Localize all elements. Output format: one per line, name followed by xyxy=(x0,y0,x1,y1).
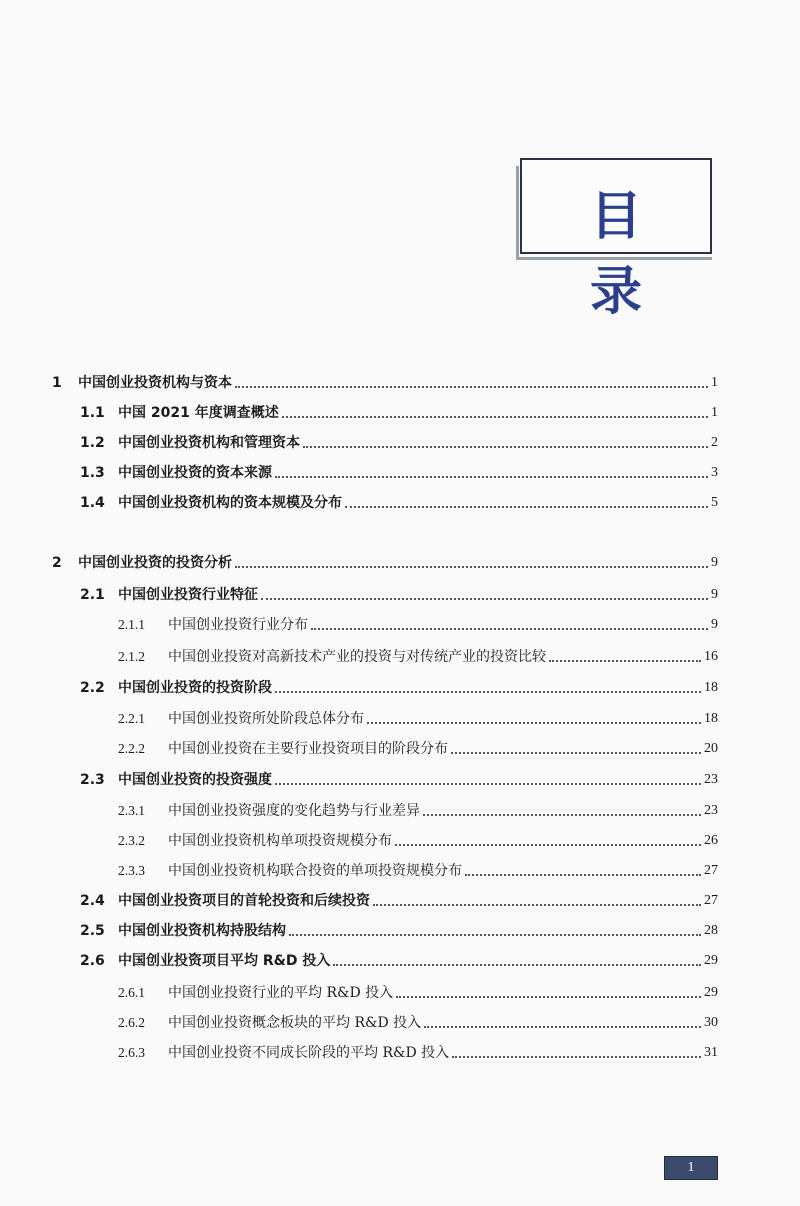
toc-entry[interactable] xyxy=(118,704,718,728)
toc-entry-number: 2.5 xyxy=(80,923,105,939)
toc-entry[interactable] xyxy=(118,642,718,666)
toc-entry[interactable] xyxy=(118,826,718,850)
toc-entry-number: 1.3 xyxy=(80,465,105,481)
toc-entry-number: 2.6.2 xyxy=(118,1015,145,1030)
toc-entry-number: 2.2.1 xyxy=(118,711,145,726)
toc-entry-number: 2.6 xyxy=(80,953,105,969)
toc-entry[interactable] xyxy=(80,946,718,970)
toc-entry-number: 2.3.3 xyxy=(118,863,145,878)
toc-entry-number: 2.3.2 xyxy=(118,833,145,848)
toc-entry-title: 中国创业投资的投资分析 xyxy=(78,555,232,571)
toc-entry[interactable] xyxy=(118,856,718,880)
toc-leader-dots xyxy=(373,894,701,906)
toc-entry-title: 中国创业投资的投资强度 xyxy=(118,772,272,788)
toc-leader-dots xyxy=(451,742,701,754)
toc-entry-title: 中国创业投资机构和管理资本 xyxy=(118,435,300,451)
toc-entry-page: 1 xyxy=(711,405,718,420)
toc-leader-dots xyxy=(465,864,701,876)
toc-leader-dots xyxy=(345,496,708,508)
toc-entry-page: 3 xyxy=(711,465,718,480)
toc-entry-number: 1.2 xyxy=(80,435,105,451)
toc-entry-number: 2.3.1 xyxy=(118,803,145,818)
toc-leader-dots xyxy=(235,376,708,388)
toc-entry-title: 中国创业投资行业分布 xyxy=(168,617,308,633)
toc-entry-title: 中国创业投资在主要行业投资项目的阶段分布 xyxy=(168,741,448,757)
toc-entry[interactable] xyxy=(118,1008,718,1032)
toc-entry-title: 中国创业投资的投资阶段 xyxy=(118,680,272,696)
toc-leader-dots xyxy=(395,834,701,846)
toc-entry-page: 20 xyxy=(704,741,718,756)
toc-entry-title: 中国创业投资机构联合投资的单项投资规模分布 xyxy=(168,863,462,879)
toc-entry-number: 2.2 xyxy=(80,680,105,696)
toc-title-box xyxy=(520,158,712,322)
toc-entry-title: 中国创业投资项目的首轮投资和后续投资 xyxy=(118,893,370,909)
toc-entry-page: 9 xyxy=(711,555,718,570)
toc-leader-dots xyxy=(235,556,708,568)
toc-entry[interactable] xyxy=(80,488,718,512)
toc-entry[interactable] xyxy=(118,734,718,758)
toc-entry-number: 2.1.2 xyxy=(118,649,145,664)
toc-leader-dots xyxy=(396,986,701,998)
toc-entry-number: 2.6.3 xyxy=(118,1045,145,1060)
toc-entry[interactable] xyxy=(80,765,718,789)
toc-entry-page: 26 xyxy=(704,833,718,848)
toc-entry[interactable] xyxy=(118,1038,718,1062)
toc-leader-dots xyxy=(549,650,701,662)
toc-entry-page: 5 xyxy=(711,495,718,510)
toc-leader-dots xyxy=(275,466,708,478)
toc-leader-dots xyxy=(333,954,701,966)
toc-entry-title: 中国创业投资机构的资本规模及分布 xyxy=(118,495,342,511)
toc-entry[interactable] xyxy=(52,368,718,392)
toc-entry-page: 31 xyxy=(704,1045,718,1060)
toc-entry-number: 2.6.1 xyxy=(118,985,145,1000)
toc-entry[interactable] xyxy=(80,673,718,697)
toc-entry[interactable] xyxy=(52,548,718,572)
page-number-badge: 1 xyxy=(664,1156,718,1180)
toc-leader-dots xyxy=(289,924,701,936)
toc-entry-title: 中国创业投资不同成长阶段的平均 R&D 投入 xyxy=(168,1045,450,1061)
toc-leader-dots xyxy=(367,712,701,724)
toc-entry-page: 29 xyxy=(704,953,718,968)
toc-entry-page: 23 xyxy=(704,803,718,818)
toc-entry-page: 1 xyxy=(711,375,718,390)
toc-entry-title: 中国创业投资机构持股结构 xyxy=(118,923,286,939)
toc-entry[interactable] xyxy=(80,916,718,940)
toc-leader-dots xyxy=(282,406,708,418)
toc-entry[interactable] xyxy=(80,580,718,604)
toc-entry-number: 2.1.1 xyxy=(118,617,145,632)
toc-entry-number: 1 xyxy=(52,375,62,391)
toc-entry-title: 中国创业投资强度的变化趋势与行业差异 xyxy=(168,803,420,819)
toc-entry-title: 中国创业投资行业特征 xyxy=(118,587,258,603)
toc-entry-page: 28 xyxy=(704,923,718,938)
toc-entry-title: 中国创业投资的资本来源 xyxy=(118,465,272,481)
toc-entry-page: 9 xyxy=(711,587,718,602)
toc-title: 目 录 xyxy=(589,187,664,322)
toc-entry-page: 23 xyxy=(704,772,718,787)
toc-leader-dots xyxy=(261,588,708,600)
toc-entry-title: 中国创业投资概念板块的平均 R&D 投入 xyxy=(168,1015,422,1031)
toc-leader-dots xyxy=(423,804,701,816)
toc-entry-title: 中国创业投资行业的平均 R&D 投入 xyxy=(168,985,394,1001)
toc-entry-page: 27 xyxy=(704,863,718,878)
toc-entry-page: 30 xyxy=(704,1015,718,1030)
toc-leader-dots xyxy=(452,1046,701,1058)
toc-entry-title: 中国创业投资项目平均 R&D 投入 xyxy=(118,953,331,969)
toc-entry[interactable] xyxy=(118,796,718,820)
toc-entry-page: 2 xyxy=(711,435,718,450)
toc-leader-dots xyxy=(303,436,708,448)
toc-entry-number: 2.4 xyxy=(80,893,105,909)
toc-leader-dots xyxy=(275,681,701,693)
toc-entry[interactable] xyxy=(80,886,718,910)
toc-entry-page: 16 xyxy=(704,649,718,664)
toc-leader-dots xyxy=(424,1016,701,1028)
toc-leader-dots xyxy=(311,618,708,630)
toc-entry[interactable] xyxy=(118,610,718,634)
toc-entry-title: 中国创业投资机构与资本 xyxy=(78,375,232,391)
toc-entry-number: 2.3 xyxy=(80,772,105,788)
toc-entry[interactable] xyxy=(80,428,718,452)
toc-entry-number: 2 xyxy=(52,555,62,571)
toc-entry-title: 中国 2021 年度调查概述 xyxy=(118,405,279,421)
toc-entry-number: 2.1 xyxy=(80,587,105,603)
toc-entry[interactable] xyxy=(118,978,718,1002)
toc-entry-title: 中国创业投资机构单项投资规模分布 xyxy=(168,833,392,849)
toc-entry[interactable] xyxy=(80,398,718,422)
toc-leader-dots xyxy=(275,773,701,785)
toc-entry-title: 中国创业投资所处阶段总体分布 xyxy=(168,711,364,727)
toc-entry-page: 27 xyxy=(704,893,718,908)
toc-entry-number: 2.2.2 xyxy=(118,741,145,756)
toc-entry-number: 1.4 xyxy=(80,495,105,511)
toc-entry[interactable] xyxy=(80,458,718,482)
toc-entry-page: 29 xyxy=(704,985,718,1000)
toc-entry-title: 中国创业投资对高新技术产业的投资与对传统产业的投资比较 xyxy=(168,649,546,665)
toc-entry-number: 1.1 xyxy=(80,405,105,421)
toc-entry-page: 9 xyxy=(711,617,718,632)
toc-entry-page: 18 xyxy=(704,680,718,695)
toc-entry-page: 18 xyxy=(704,711,718,726)
